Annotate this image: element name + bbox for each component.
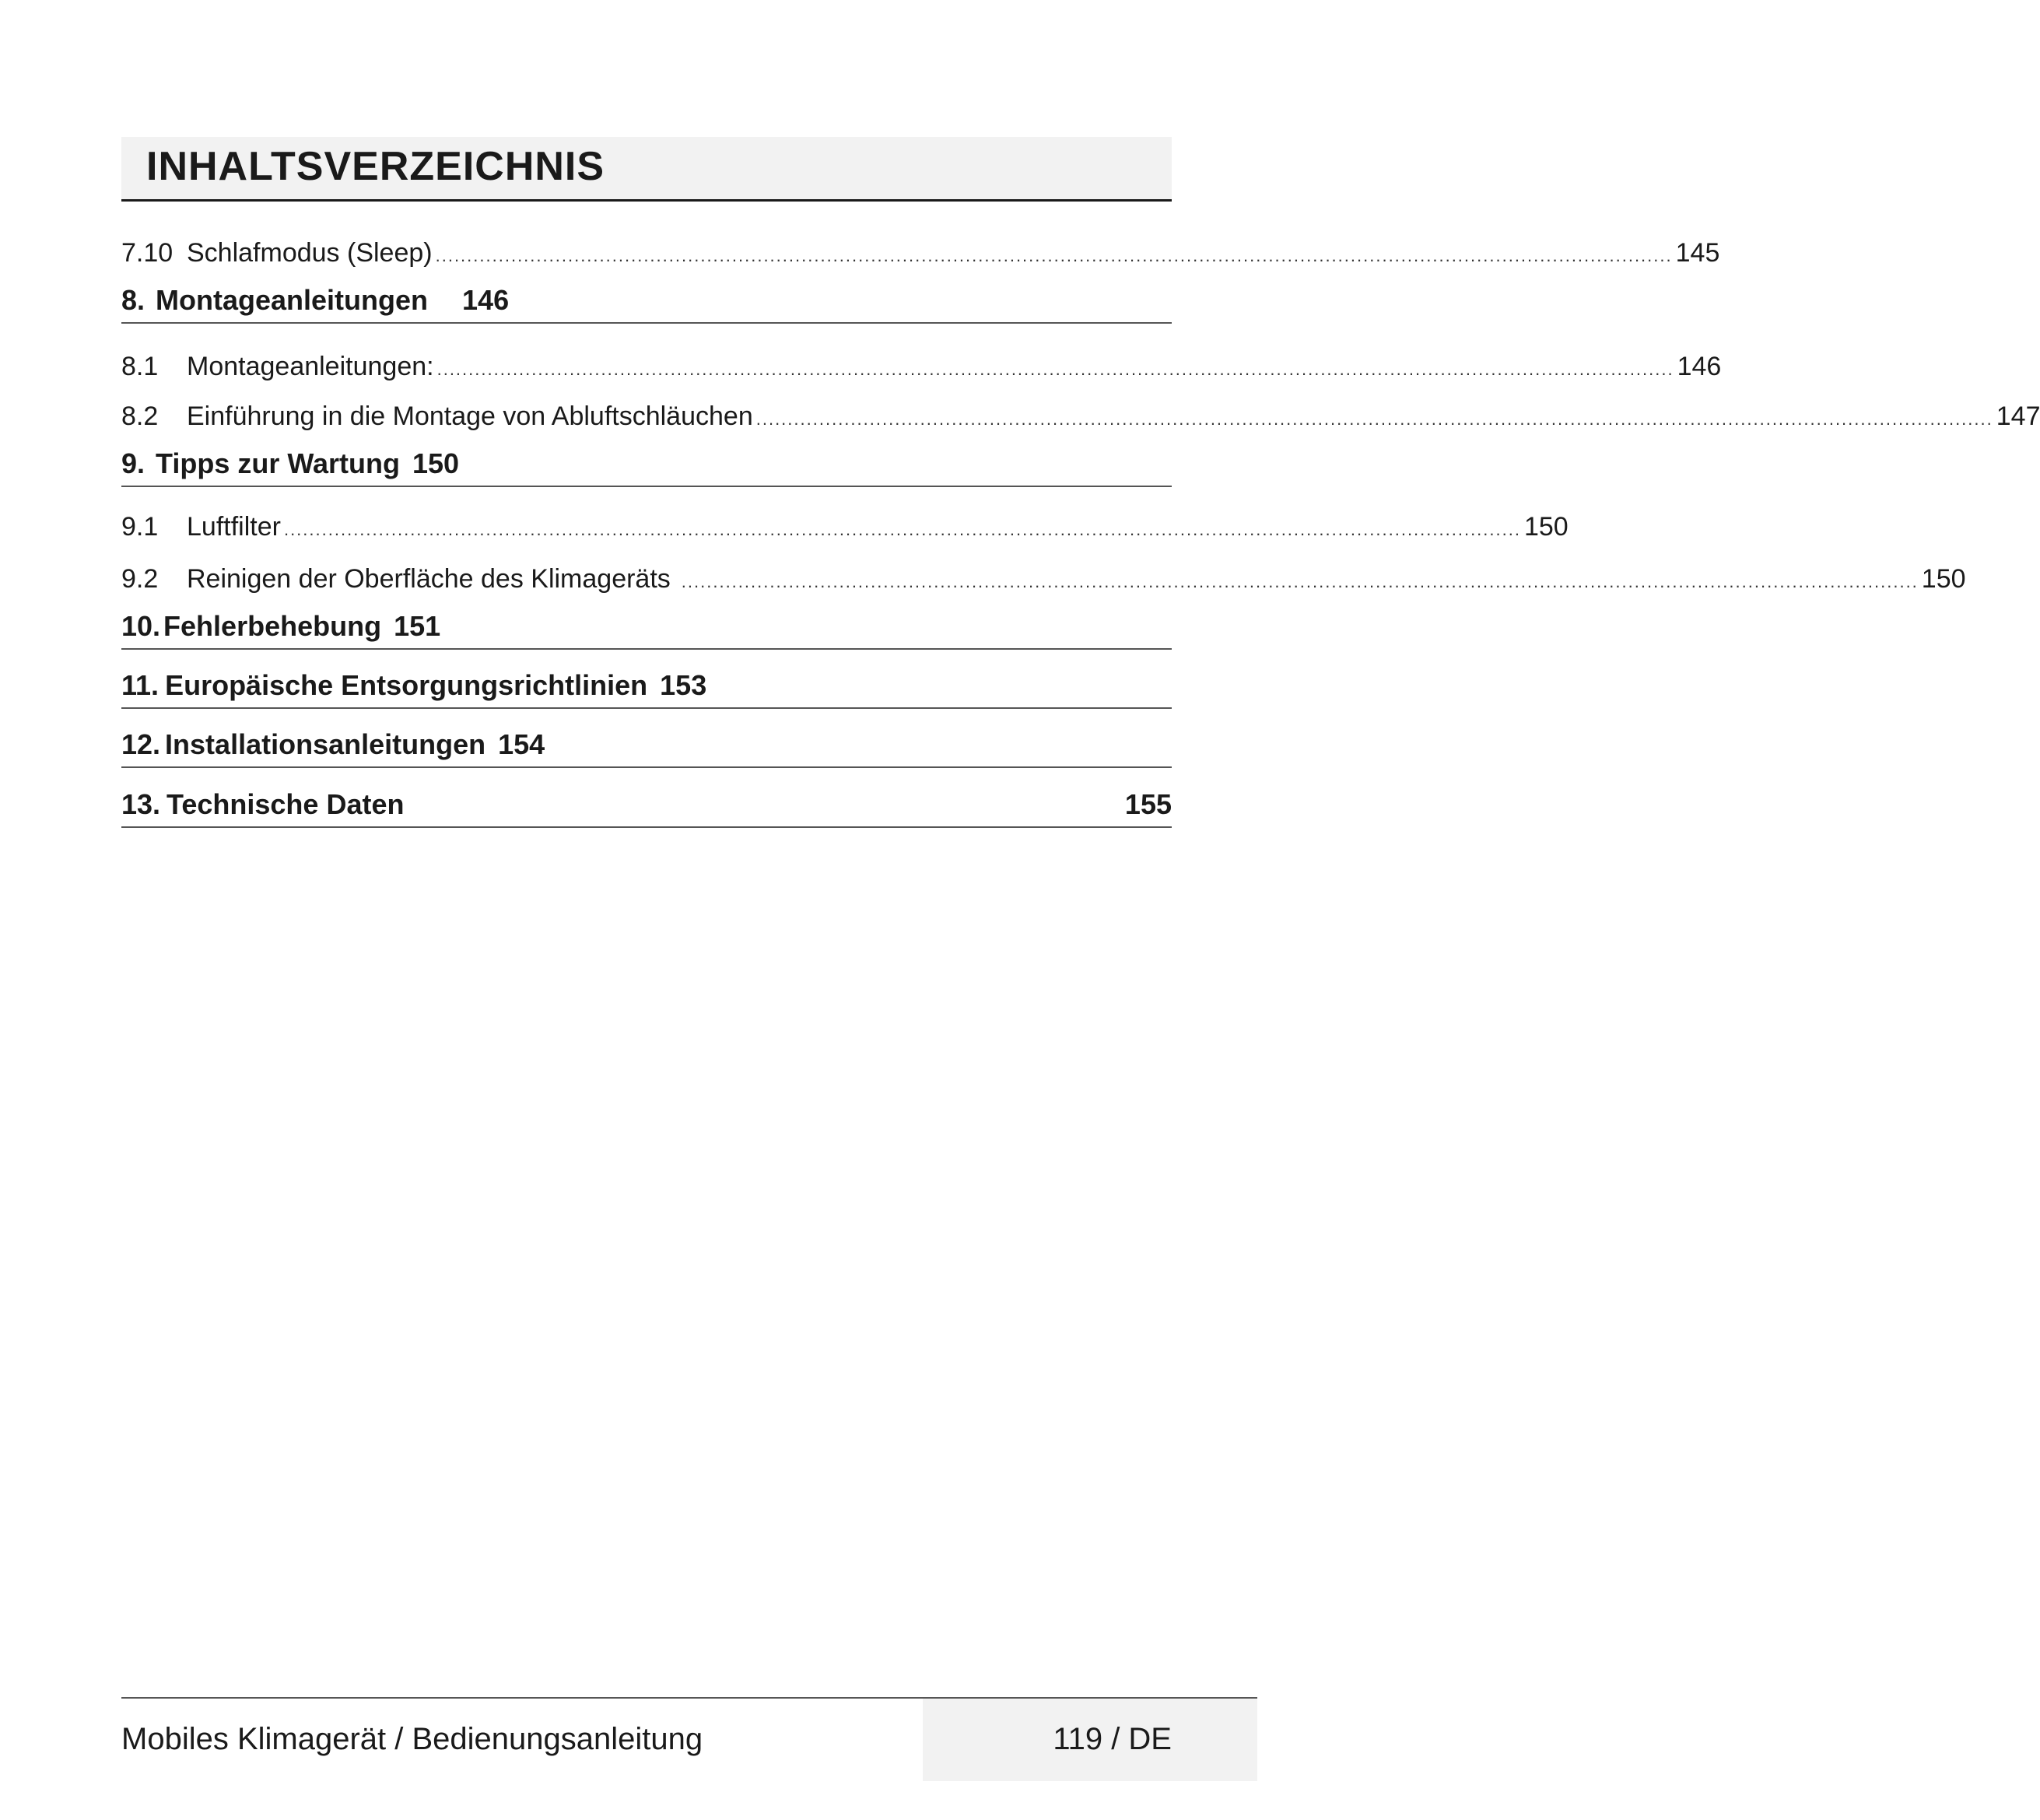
toc-dot-leader: ....................................................................................................................................................................................................: [435, 246, 1673, 265]
toc-entry-label: Montageanleitungen:: [187, 352, 434, 381]
toc-entry-label: Schlafmodus (Sleep): [187, 238, 433, 268]
toc-section-page: 146: [462, 284, 510, 316]
toc-entry-page: 146: [1677, 352, 1722, 381]
page-title: INHALTSVERZEICHNIS: [146, 144, 605, 189]
toc-section-number: 10.: [121, 610, 161, 642]
toc-entry-page: 150: [1921, 564, 1966, 594]
toc-section-label: Montageanleitungen: [156, 284, 429, 316]
toc-section-number: 13.: [121, 788, 161, 820]
toc-entry-label: Einführung in die Montage von Abluftschläuchen: [187, 402, 753, 431]
toc-entry-9-2[interactable]: [121, 564, 1966, 594]
toc-header: [121, 137, 1172, 202]
toc-section-page: 155: [1124, 788, 1172, 820]
toc-section-8[interactable]: [121, 286, 1172, 324]
toc-entry-7-10[interactable]: [121, 238, 1720, 268]
toc-section-label: Fehlerbehebung: [163, 610, 382, 642]
toc-section-page: 150: [412, 447, 460, 479]
toc-entry-8-1[interactable]: [121, 352, 1722, 381]
toc-section-13[interactable]: [121, 788, 1172, 828]
toc-entry-page: 145: [1675, 238, 1720, 268]
toc-entry-page: 150: [1523, 512, 1569, 542]
toc-section-9[interactable]: [121, 447, 1172, 487]
toc-section-label: Installationsanleitungen: [165, 728, 486, 760]
toc-entry-page: 147: [1996, 402, 2040, 431]
toc-entry-number: 8.1: [121, 352, 159, 381]
toc-section-number: 12.: [121, 728, 161, 760]
toc-dot-leader: ....................................................................................................................................................................................................: [681, 572, 1919, 591]
toc-section-number: 9.: [121, 447, 145, 479]
toc-section-label: Tipps zur Wartung: [156, 447, 401, 479]
toc-entry-number: 9.1: [121, 512, 159, 542]
toc-section-number: 8.: [121, 284, 145, 316]
toc-dot-leader: ....................................................................................................................................................................................................: [755, 409, 1993, 429]
toc-section-page: 153: [660, 669, 707, 701]
toc-entry-8-2[interactable]: [121, 402, 2040, 431]
toc-section-10[interactable]: [121, 612, 1172, 650]
toc-dot-leader: ....................................................................................................................................................................................................: [436, 359, 1674, 379]
toc-section-label: Technische Daten: [166, 788, 405, 820]
toc-section-12[interactable]: [121, 728, 1172, 768]
toc-entry-9-1[interactable]: [121, 512, 1569, 542]
toc-entry-number: 8.2: [121, 402, 159, 431]
toc-entry-label: Reinigen der Oberfläche des Klimageräts: [187, 564, 671, 594]
toc-dot-leader: ....................................................................................................................................................................................................: [283, 520, 1521, 539]
toc-section-page: 151: [394, 610, 441, 642]
toc-section-number: 11.: [121, 669, 159, 701]
toc-entry-number: 9.2: [121, 564, 159, 594]
footer-page-number: 119 / DE: [1053, 1722, 1172, 1756]
footer-document-title: Mobiles Klimagerät / Bedienungsanleitung: [121, 1722, 703, 1756]
toc-entry-number: 7.10: [121, 238, 174, 268]
toc-section-label: Europäische Entsorgungsrichtlinien: [165, 669, 648, 701]
toc-entry-label: Luftfilter: [187, 512, 281, 542]
toc-section-page: 154: [498, 728, 545, 760]
toc-section-11[interactable]: [121, 669, 1172, 709]
